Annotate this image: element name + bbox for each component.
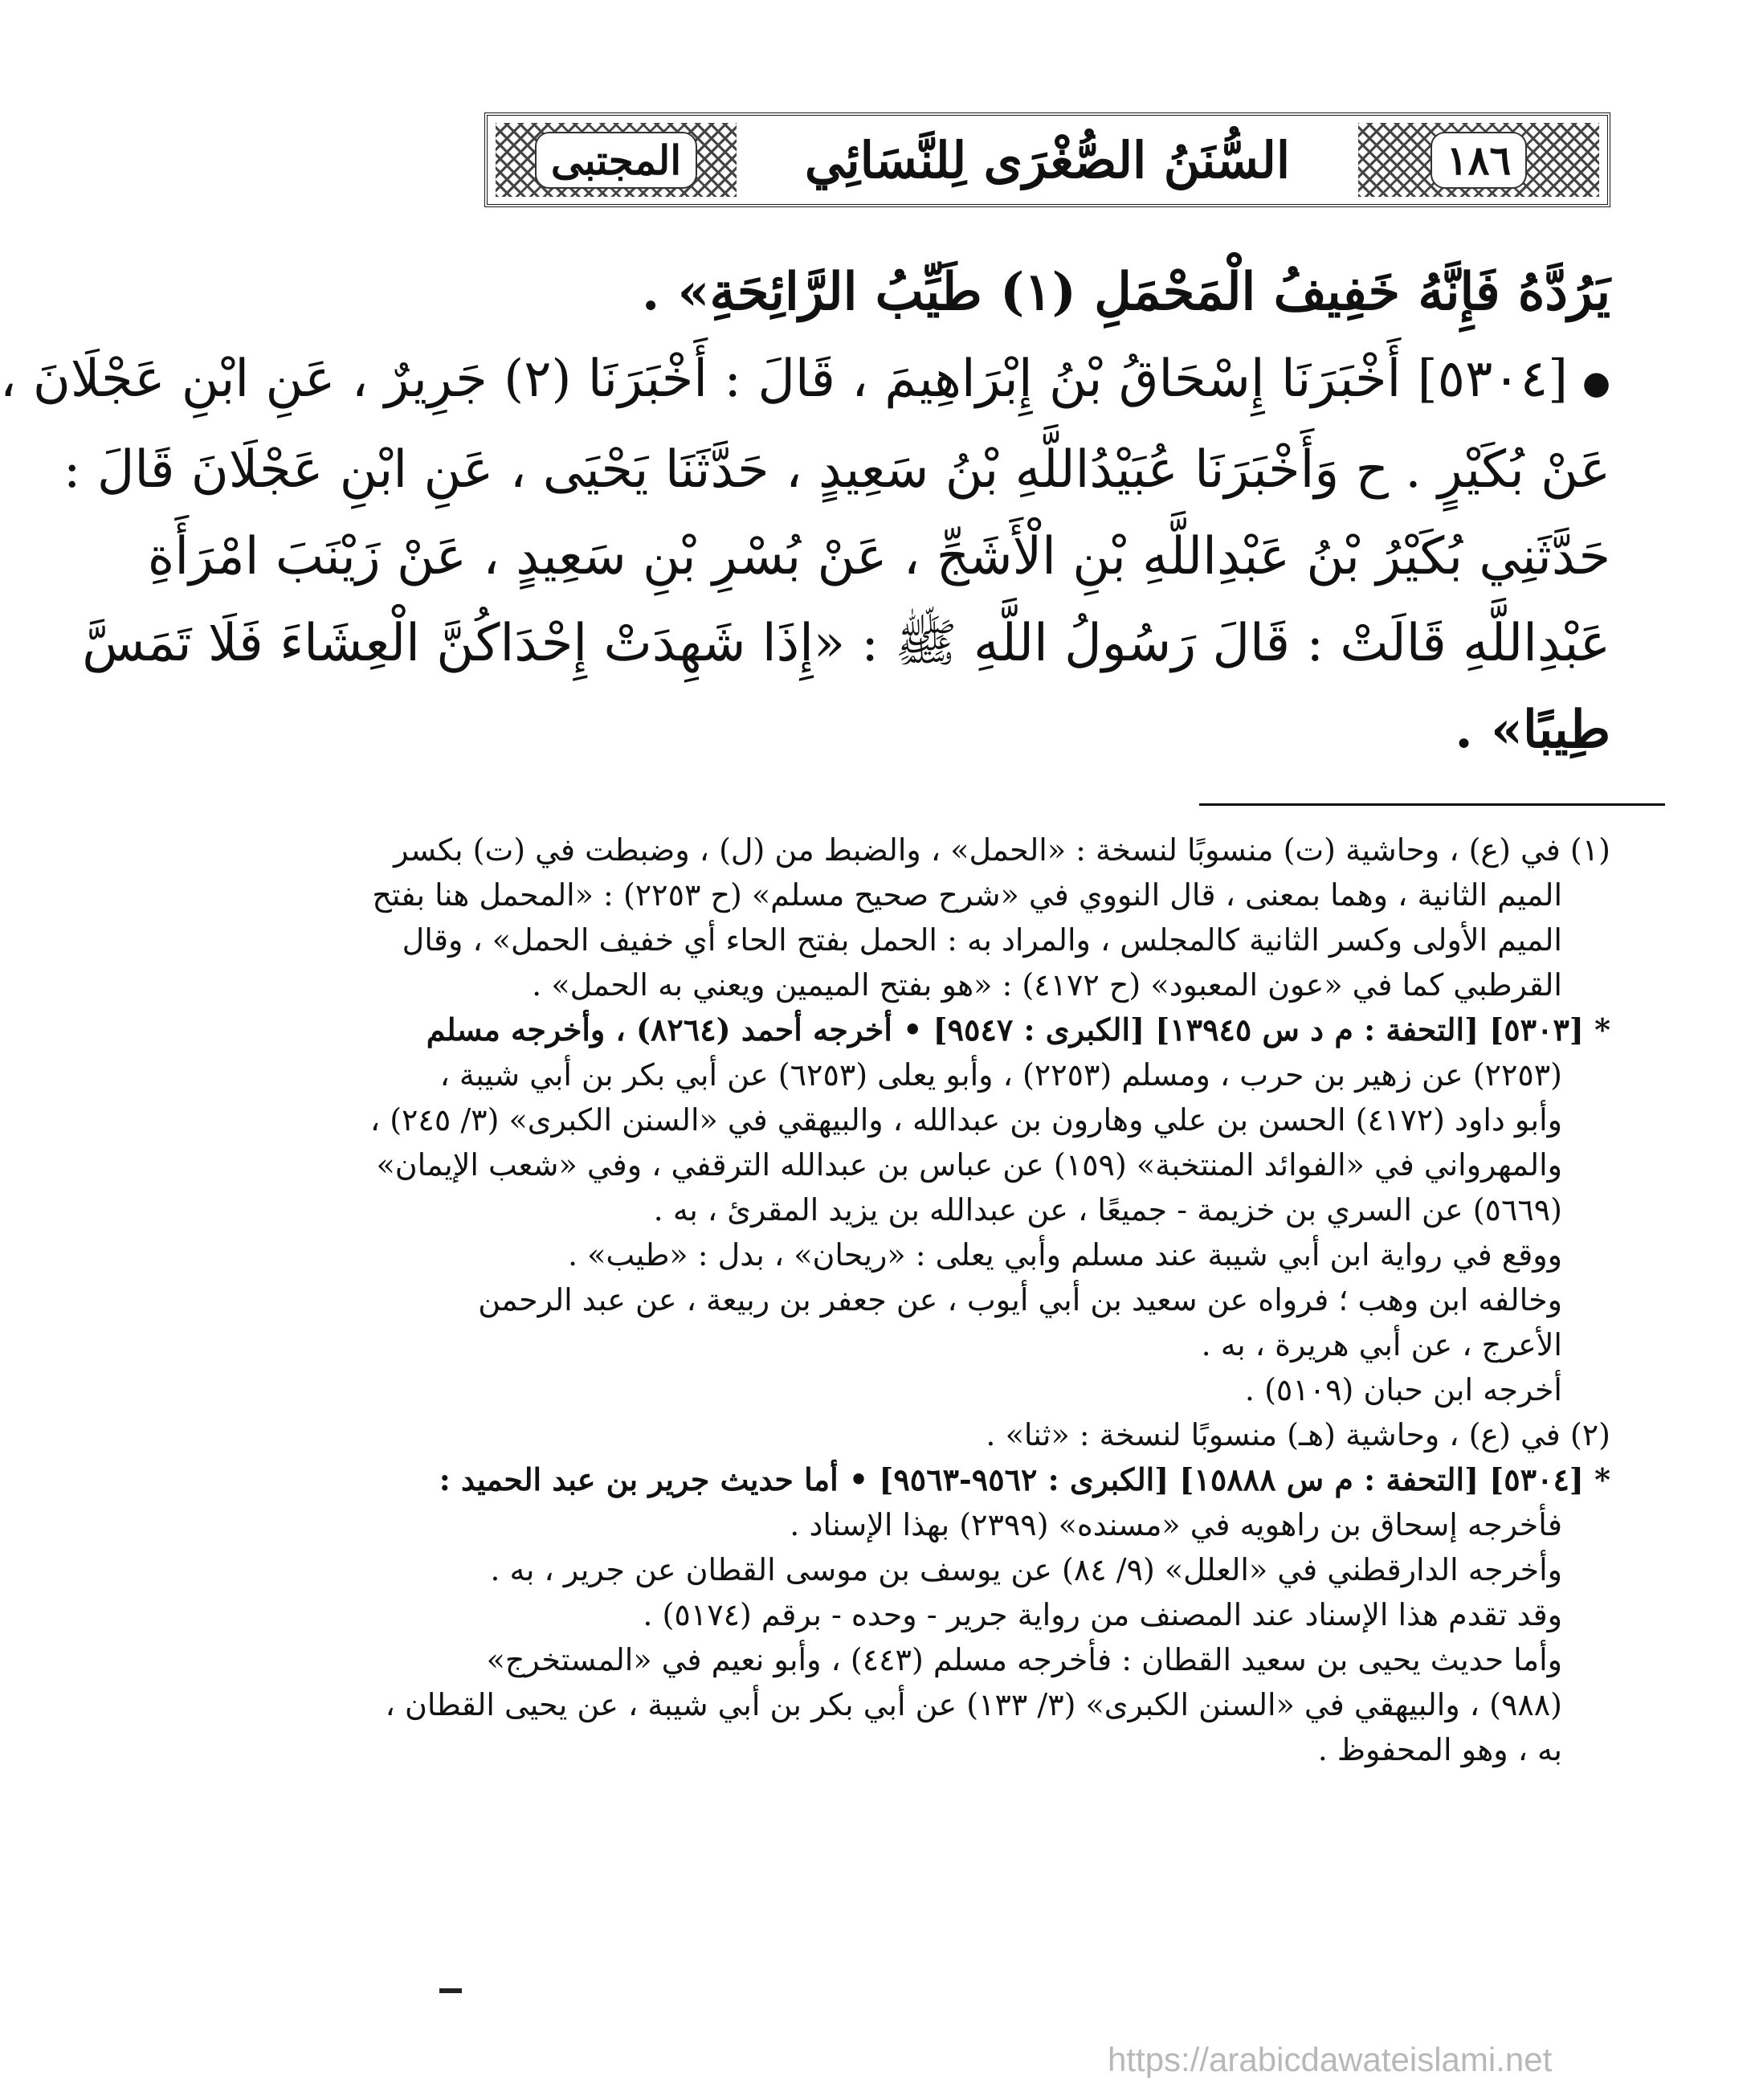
footnote-line: وأبو داود (٤١٧٢) الحسن بن علي وهارون بن عبدالله ، والبيهقي في «السنن الكبرى» (٣/ ٢٤٥) ،	[369, 1102, 1562, 1138]
footnote-line: الأعرج ، عن أبي هريرة ، به .	[1201, 1327, 1562, 1363]
main-line: عَنْ بُكَيْرٍ . ح وَأَخْبَرَنَا عُبَيْدُاللَّهِ بْنُ سَعِيدٍ ، حَدَّثَنَا يَحْيَى ، عَنِ ابْنِ عَجْلَانَ قَالَ :	[63, 439, 1610, 500]
footnote-line: (٥٦٦٩) عن السري بن خزيمة - جميعًا ، عن عبدالله بن يزيد المقرئ ، به .	[653, 1192, 1562, 1228]
bullet-icon: ●	[1582, 364, 1610, 402]
footnote-line: ووقع في رواية ابن أبي شيبة عند مسلم وأبي يعلى : «ريحان» ، بدل : «طيب» .	[568, 1237, 1562, 1273]
footnote-line: (١) في (ع) ، وحاشية (ت) منسوبًا لنسخة : «الحمل» ، والضبط من (ل) ، وضبطت في (ت) بكسر	[394, 832, 1610, 868]
footnote-separator	[1199, 803, 1665, 806]
footnote-line: وقد تقدم هذا الإسناد عند المصنف من رواية جرير - وحده - برقم (٥١٧٤) .	[643, 1597, 1562, 1632]
footnote-line: (٩٨٨) ، والبيهقي في «السنن الكبرى» (٣/ ١٣٣) عن أبي بكر بن أبي شيبة ، عن يحيى القطان ،	[385, 1687, 1562, 1722]
footnote-line: الميم الأولى وكسر الثانية كالمجلس ، والمراد به : الحمل بفتح الحاء أي خفيف الحمل» ، وقال	[402, 922, 1562, 958]
page-number-ornament	[1358, 123, 1599, 197]
footnote-line: وأما حديث يحيى بن سعيد القطان : فأخرجه مسلم (٤٤٣) ، وأبو نعيم في «المستخرج»	[486, 1642, 1562, 1677]
footnote-line: أخرجه ابن حبان (٥١٠٩) .	[1244, 1372, 1562, 1407]
book-label: المجتبى	[535, 132, 697, 189]
footnote-line: الميم الثانية ، وهما بمعنى ، قال النووي في «شرح صحيح مسلم» (ح ٢٢٥٣) : «المحمل هنا بفتح	[372, 877, 1562, 913]
footnote-line: (٢٢٥٣) عن زهير بن حرب ، ومسلم (٢٢٥٣) ، وأبو يعلى (٦٢٥٣) عن أبي بكر بن أبي شيبة ،	[439, 1057, 1562, 1093]
page-mark	[439, 1988, 462, 1993]
book-label-ornament	[496, 123, 737, 197]
watermark-url: https://arabicdawateislami.net	[1108, 2041, 1553, 2078]
page-number: ١٨٦	[1431, 132, 1528, 189]
main-line: يَرُدَّهُ فَإِنَّهُ خَفِيفُ الْمَحْمَلِ (١) طَيِّبُ الرَّائِحَةِ» .	[641, 262, 1610, 322]
footnote-line: * [٥٣٠٣] [التحفة : م د س ١٣٩٤٥] [الكبرى : ٩٥٤٧] • أخرجه أحمد (٨٢٦٤) ، وأخرجه مسلم	[426, 1011, 1610, 1048]
footnote-line: * [٥٣٠٤] [التحفة : م س ١٥٨٨٨] [الكبرى : ٩٥٦٢-٩٥٦٣] • أما حديث جرير بن عبد الحميد :	[439, 1461, 1610, 1497]
footnote-line: وأخرجه الدارقطني في «العلل» (٩/ ٨٤) عن يوسف بن موسى القطان عن جرير ، به .	[490, 1552, 1562, 1587]
footnote-line: به ، وهو المحفوظ .	[1317, 1732, 1562, 1767]
main-line-text: [٥٣٠٤] أَخْبَرَنَا إِسْحَاقُ بْنُ إِبْرَاهِيمَ ، قَالَ : أَخْبَرَنَا (٢) جَرِيرٌ ، عَنِ ابْنِ عَجْلَانَ ،	[0, 349, 1569, 409]
book-title: السُّنَنُ الصُّغْرَى لِلنَّسَائِي	[804, 130, 1291, 190]
main-line	[0, 336, 1610, 427]
main-line: حَدَّثَنِي بُكَيْرُ بْنُ عَبْدِاللَّهِ بْنِ الْأَشَجِّ ، عَنْ بُسْرِ بْنِ سَعِيدٍ ، عَنْ زَيْنَبَ امْرَأَةِ	[147, 526, 1610, 586]
hadith-text	[0, 249, 1610, 774]
page-header	[484, 112, 1610, 207]
footnote-line: وخالفه ابن وهب ؛ فرواه عن سعيد بن أبي أيوب ، عن جعفر بن ربيعة ، عن عبد الرحمن	[478, 1282, 1562, 1318]
main-line: عَبْدِاللَّهِ قَالَتْ : قَالَ رَسُولُ اللَّهِ ﷺ : «إِذَا شَهِدَتْ إِحْدَاكُنَّ الْعِشَاءَ فَلَا تَمَسَّ	[82, 613, 1610, 673]
footnote-line: (٢) في (ع) ، وحاشية (هـ) منسوبًا لنسخة : «ثنا» .	[986, 1417, 1610, 1452]
footnote-line: فأخرجه إسحاق بن راهويه في «مسنده» (٢٣٩٩) بهذا الإسناد .	[790, 1507, 1562, 1542]
footnote-line: والمهرواني في «الفوائد المنتخبة» (١٥٩) عن عباس بن عبدالله الترقفي ، وفي «شعب الإيمان»	[376, 1147, 1562, 1183]
main-line: طِيبًا» .	[1455, 699, 1610, 760]
footnotes	[369, 827, 1610, 1772]
footnote-line: القرطبي كما في «عون المعبود» (ح ٤١٧٢) : «هو بفتح الميمين ويعني به الحمل» .	[532, 967, 1562, 1003]
